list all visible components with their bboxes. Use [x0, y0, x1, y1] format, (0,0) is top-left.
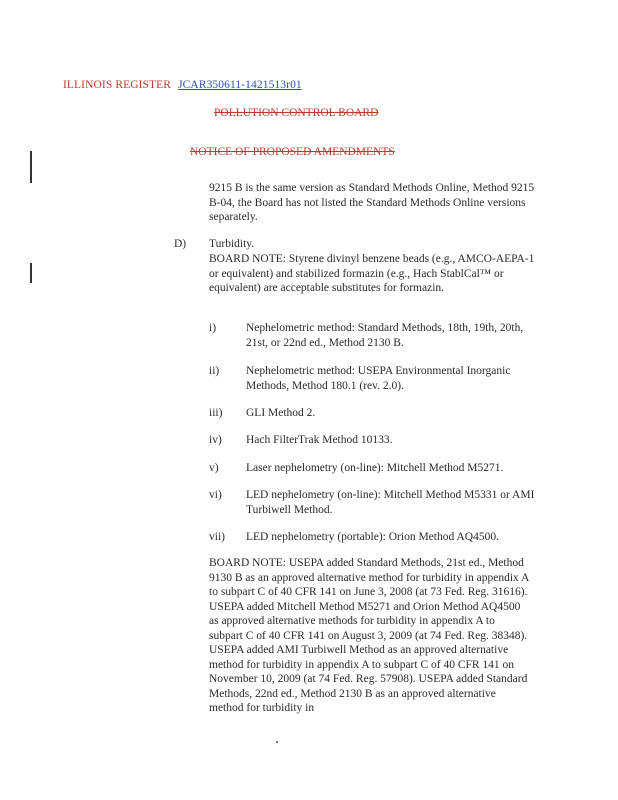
list-item	[209, 406, 539, 421]
list-item-text: Nephelometric method: USEPA Environmental Inorganic Methods, Method 180.1 (rev. 2.0).	[246, 365, 511, 392]
list-item-text: Laser nephelometry (on-line): Mitchell Method M5271.	[246, 462, 504, 474]
list-item-text: Nephelometric method: Standard Methods, 18th, 19th, 20th, 21st, or 22nd ed., Method 2130 B.	[246, 322, 524, 349]
board-note: BOARD NOTE: Styrene divinyl benzene beads (e.g., AMCO-AEPA-1 or equivalent) and stabilized formazin (e.g., Hach StablCal™ or equivalent) are acceptable substitutes for formazin.	[209, 253, 535, 294]
list-item	[209, 488, 539, 518]
list-item	[209, 433, 539, 448]
list-item	[209, 461, 539, 476]
register-header	[63, 79, 302, 91]
list-item-number: v)	[209, 462, 219, 474]
list-item-number: i)	[209, 322, 217, 334]
list-item	[209, 321, 539, 351]
list-item-text: Hach FilterTrak Method 10133.	[246, 434, 393, 446]
change-bar	[30, 151, 32, 183]
list-item-number: iv)	[209, 434, 222, 446]
list-item-number: vii)	[209, 531, 225, 543]
board-name: POLLUTION CONTROL BOARD	[214, 107, 379, 119]
list-item-text: LED nephelometry (portable): Orion Method AQ4500.	[246, 531, 499, 543]
intro-paragraph: 9215 B is the same version as Standard Methods Online, Method 9215 B-04, the Board has not listed the Standard Methods Online versions separately.	[209, 182, 535, 223]
list-item-number: vi)	[209, 489, 222, 501]
register-title: ILLINOIS REGISTER	[63, 79, 172, 91]
closing-board-note: BOARD NOTE: USEPA added Standard Methods, 21st ed., Method 9130 B as an approved alternative method for turbidity in appendix A to subpart C of 40 CFR 141 on June 3, 2008 (at 73 Fed. Reg. 31616). USEPA added Mitchell Method M5271 and Orion Method AQ4500 as approved alternative methods for turbidity in appendix A to subpart C of 40 CFR 141 on August 3, 2009 (at 74 Fed. Reg. 38348). USEPA added AMI Turbiwell Method as an approved alternative method for turbidity in appendix A to subpart C of 40 CFR 141 on November 10, 2009 (at 74 Fed. Reg. 57908). USEPA added Standard Methods, 22nd ed., Method 2130 B as an approved alternative method for turbidity in	[209, 557, 529, 714]
scan-speck	[276, 741, 278, 743]
list-item	[209, 364, 539, 394]
document-id: JCAR350611-1421513r01	[178, 79, 302, 91]
list-item-number: ii)	[209, 365, 220, 377]
change-bar	[30, 263, 32, 283]
item-label: D)	[174, 238, 187, 250]
list-item-number: iii)	[209, 407, 223, 419]
list-item-text: GLI Method 2.	[246, 407, 316, 419]
list-item-text: LED nephelometry (on-line): Mitchell Method M5331 or AMI Turbiwell Method.	[246, 489, 535, 516]
notice-title: NOTICE OF PROPOSED AMENDMENTS	[190, 146, 395, 158]
item-title: Turbidity.	[209, 238, 255, 250]
list-item	[209, 530, 539, 545]
